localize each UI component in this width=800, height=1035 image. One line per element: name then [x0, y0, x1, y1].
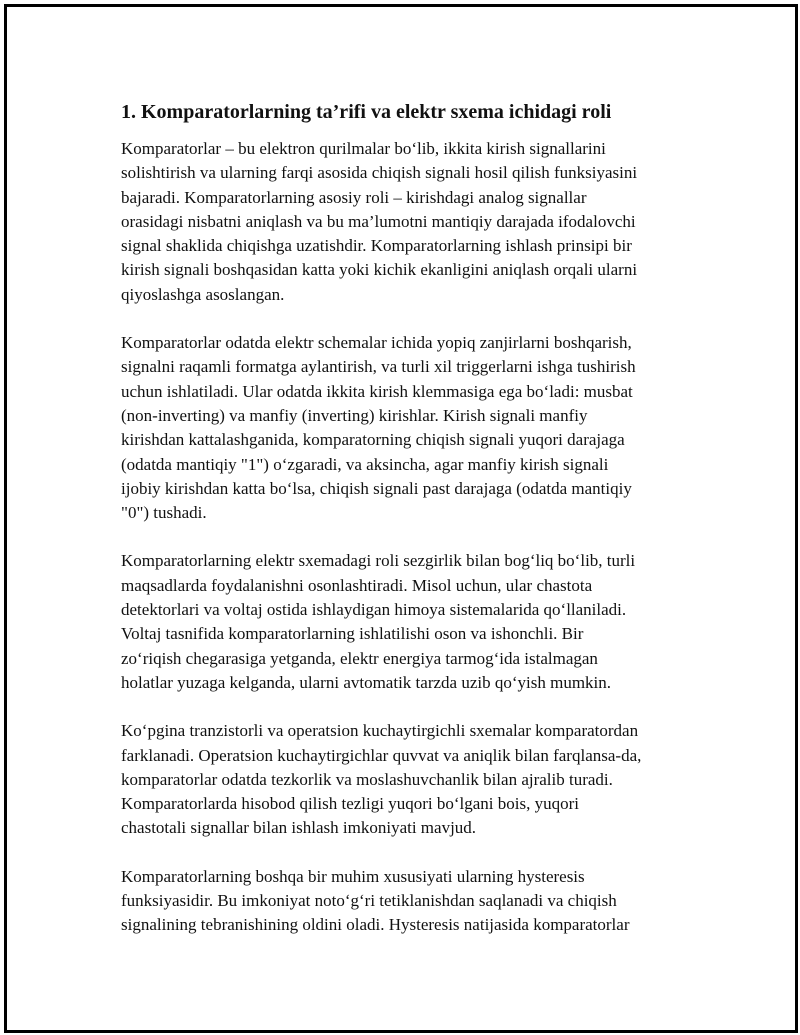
text-line: ijobiy kirishdan katta bo‘lsa, chiqish signali past darajaga (odatda mantiqiy: [121, 478, 632, 498]
paragraph: [121, 137, 681, 307]
page-frame: [4, 4, 798, 1033]
paragraph: [121, 549, 681, 695]
text-line: komparatorlar odatda tezkorlik va moslashuvchanlik bilan ajralib turadi.: [121, 769, 613, 789]
section-heading: 1. Komparatorlarning ta’rifi va elektr sxema ichidagi roli: [121, 101, 612, 123]
text-line: funksiyasidir. Bu imkoniyat noto‘g‘ri tetiklanishdan saqlanadi va chiqish: [121, 891, 617, 911]
text-line: Komparatorlarning elektr sxemadagi roli sezgirlik bilan bog‘liq bo‘lib, turli: [121, 551, 636, 571]
text-line: Voltaj tasnifida komparatorlarning ishlatilishi oson va ishonchli. Bir: [121, 624, 584, 644]
text-line: Komparatorlarning boshqa bir muhim xususiyati ularning hysteresis: [121, 866, 585, 886]
text-line: maqsadlarda foydalanishni osonlashtiradi. Misol uchun, ular chastota: [121, 575, 593, 595]
text-line: "0") tushadi.: [121, 503, 207, 523]
paragraph: [121, 331, 681, 525]
text-line: signal shaklida chiqishga uzatishdir. Komparatorlarning ishlash prinsipi bir: [121, 236, 632, 256]
text-line: chastotali signallar bilan ishlash imkoniyati mavjud.: [121, 818, 477, 838]
paragraph: [121, 719, 681, 840]
text-line: Ko‘pgina tranzistorli va operatsion kuchaytirgichli sxemalar komparatordan: [121, 721, 639, 741]
text-line: kirishdan kattalashganida, komparatorning chiqish signali yuqori darajaga: [121, 430, 625, 450]
text-line: solishtirish va ularning farqi asosida chiqish signali hosil qilish funksiyasini: [121, 163, 638, 183]
text-line: zo‘riqish chegarasiga yetganda, elektr energiya tarmog‘ida istalmagan: [121, 648, 598, 668]
text-line: uchun ishlatiladi. Ular odatda ikkita kirish klemmasiga ega bo‘ladi: musbat: [121, 381, 633, 401]
text-line: holatlar yuzaga kelganda, ularni avtomatik tarzda uzib qo‘yish mumkin.: [121, 672, 612, 692]
text-line: signalining tebranishining oldini oladi. Hysteresis natijasida komparatorlar: [121, 915, 630, 935]
text-line: (odatda mantiqiy "1") o‘zgaradi, va aksincha, agar manfiy kirish signali: [121, 454, 609, 474]
text-line: qiyoslashga asoslangan.: [121, 284, 285, 304]
text-line: orasidagi nisbatni aniqlash va bu ma’lumotni mantiqiy darajada ifodalovchi: [121, 211, 636, 231]
text-line: detektorlari va voltaj ostida ishlaydigan himoya sistemalarida qo‘llaniladi.: [121, 600, 627, 620]
text-line: Komparatorlar – bu elektron qurilmalar bo‘lib, ikkita kirish signallarini: [121, 139, 606, 158]
text-line: farklanadi. Operatsion kuchaytirgichlar quvvat va aniqlik bilan farqlansa-da,: [121, 745, 642, 765]
text-line: bajaradi. Komparatorlarning asosiy roli – kirishdagi analog signallar: [121, 187, 587, 207]
text-line: (non-inverting) va manfiy (inverting) kirishlar. Kirish signali manfiy: [121, 405, 588, 425]
document-body: [121, 97, 681, 962]
paragraph: [121, 865, 681, 938]
text-line: Komparatorlar odatda elektr schemalar ichida yopiq zanjirlarni boshqarish,: [121, 333, 632, 353]
text-line: Komparatorlarda hisobod qilish tezligi yuqori bo‘lgani bois, yuqori: [121, 794, 579, 814]
text-line: signalni raqamli formatga aylantirish, va turli xil triggerlarni ishga tushirish: [121, 357, 636, 377]
text-line: kirish signali boshqasidan katta yoki kichik ekanligini aniqlash orqali ularni: [121, 260, 638, 280]
